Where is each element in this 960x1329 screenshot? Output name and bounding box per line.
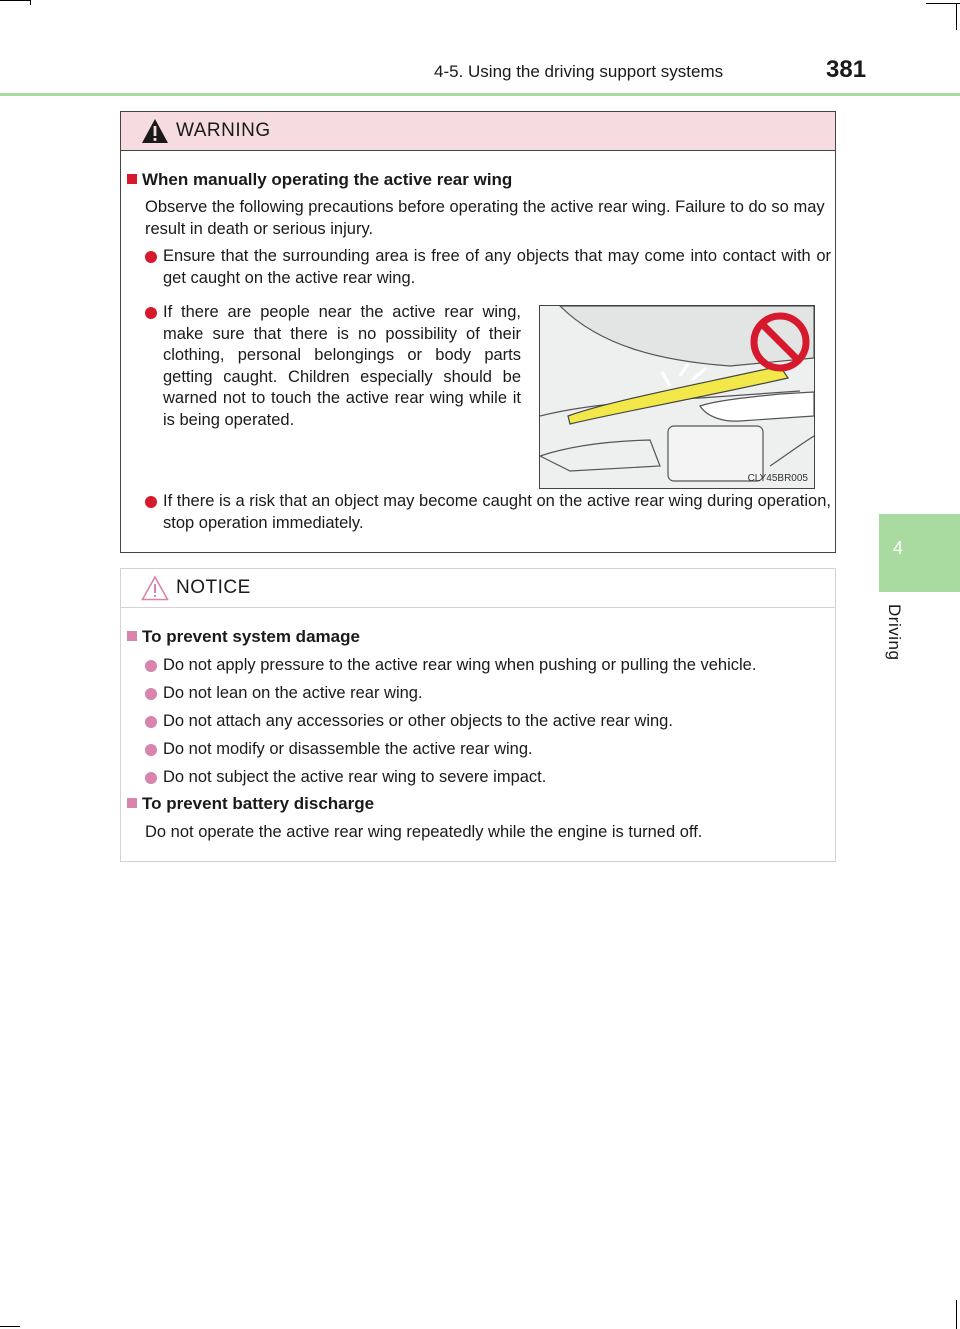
notice-box bbox=[120, 568, 836, 862]
notice-battery-text: Do not operate the active rear wing repeatedly while the engine is turned off. bbox=[145, 823, 703, 841]
notice-bullet: Do not lean on the active rear wing. bbox=[145, 683, 831, 705]
warning-bullet: If there is a risk that an object may become caught on the active rear wing during operation, stop operation immediately. bbox=[145, 491, 831, 534]
crop-mark bbox=[0, 1326, 20, 1327]
chapter-label: Driving bbox=[885, 604, 904, 661]
car-rear-wing-drawing bbox=[540, 306, 814, 488]
warning-header bbox=[121, 112, 835, 151]
warning-bullet: Ensure that the surrounding area is free of any objects that may come into contact with or get caught on the active rear wing. bbox=[145, 246, 831, 289]
round-bullet-icon bbox=[145, 251, 157, 263]
notice-bullet: Do not subject the active rear wing to severe impact. bbox=[145, 767, 831, 789]
crop-mark bbox=[956, 1300, 957, 1329]
notice-triangle-icon bbox=[141, 575, 169, 601]
page-number: 381 bbox=[826, 56, 867, 83]
crop-mark bbox=[956, 4, 957, 30]
warning-box bbox=[120, 111, 836, 553]
square-bullet-icon bbox=[127, 631, 137, 641]
chapter-tab bbox=[879, 514, 960, 592]
notice-heading-battery: To prevent battery discharge bbox=[127, 794, 374, 814]
crop-mark bbox=[30, 0, 31, 5]
section-title: 4-5. Using the driving support systems bbox=[434, 62, 724, 81]
warning-bullet: If there are people near the active rear wing, make sure that there is no possibility of their clothing, personal belongings or body parts getting caught. Children especially should be warned not to touch the active rear wing while it is being operated. bbox=[145, 302, 521, 431]
warning-triangle-icon bbox=[141, 118, 169, 144]
notice-title: NOTICE bbox=[176, 577, 251, 598]
round-bullet-icon bbox=[145, 688, 157, 700]
illustration-code: CLY45BR005 bbox=[747, 473, 808, 484]
notice-bullet: Do not apply pressure to the active rear wing when pushing or pulling the vehicle. bbox=[145, 655, 831, 677]
notice-header bbox=[121, 569, 835, 608]
round-bullet-icon bbox=[145, 307, 157, 319]
square-bullet-icon bbox=[127, 798, 137, 808]
round-bullet-icon bbox=[145, 716, 157, 728]
warning-intro: Observe the following precautions before operating the active rear wing. Failure to do so may result in death or serious injury. bbox=[145, 198, 825, 238]
round-bullet-icon bbox=[145, 496, 157, 508]
chapter-number: 4 bbox=[892, 538, 903, 558]
crop-mark bbox=[926, 3, 960, 4]
header-rule bbox=[0, 93, 960, 96]
crop-mark bbox=[0, 0, 30, 1]
warning-heading: When manually operating the active rear wing bbox=[127, 170, 512, 190]
notice-heading-damage: To prevent system damage bbox=[127, 627, 360, 647]
notice-bullet: Do not attach any accessories or other objects to the active rear wing. bbox=[145, 711, 831, 733]
round-bullet-icon bbox=[145, 772, 157, 784]
notice-bullet: Do not modify or disassemble the active rear wing. bbox=[145, 739, 831, 761]
round-bullet-icon bbox=[145, 660, 157, 672]
round-bullet-icon bbox=[145, 744, 157, 756]
active-rear-wing-illustration bbox=[539, 305, 815, 489]
warning-title: WARNING bbox=[176, 120, 271, 141]
square-bullet-icon bbox=[127, 174, 137, 184]
